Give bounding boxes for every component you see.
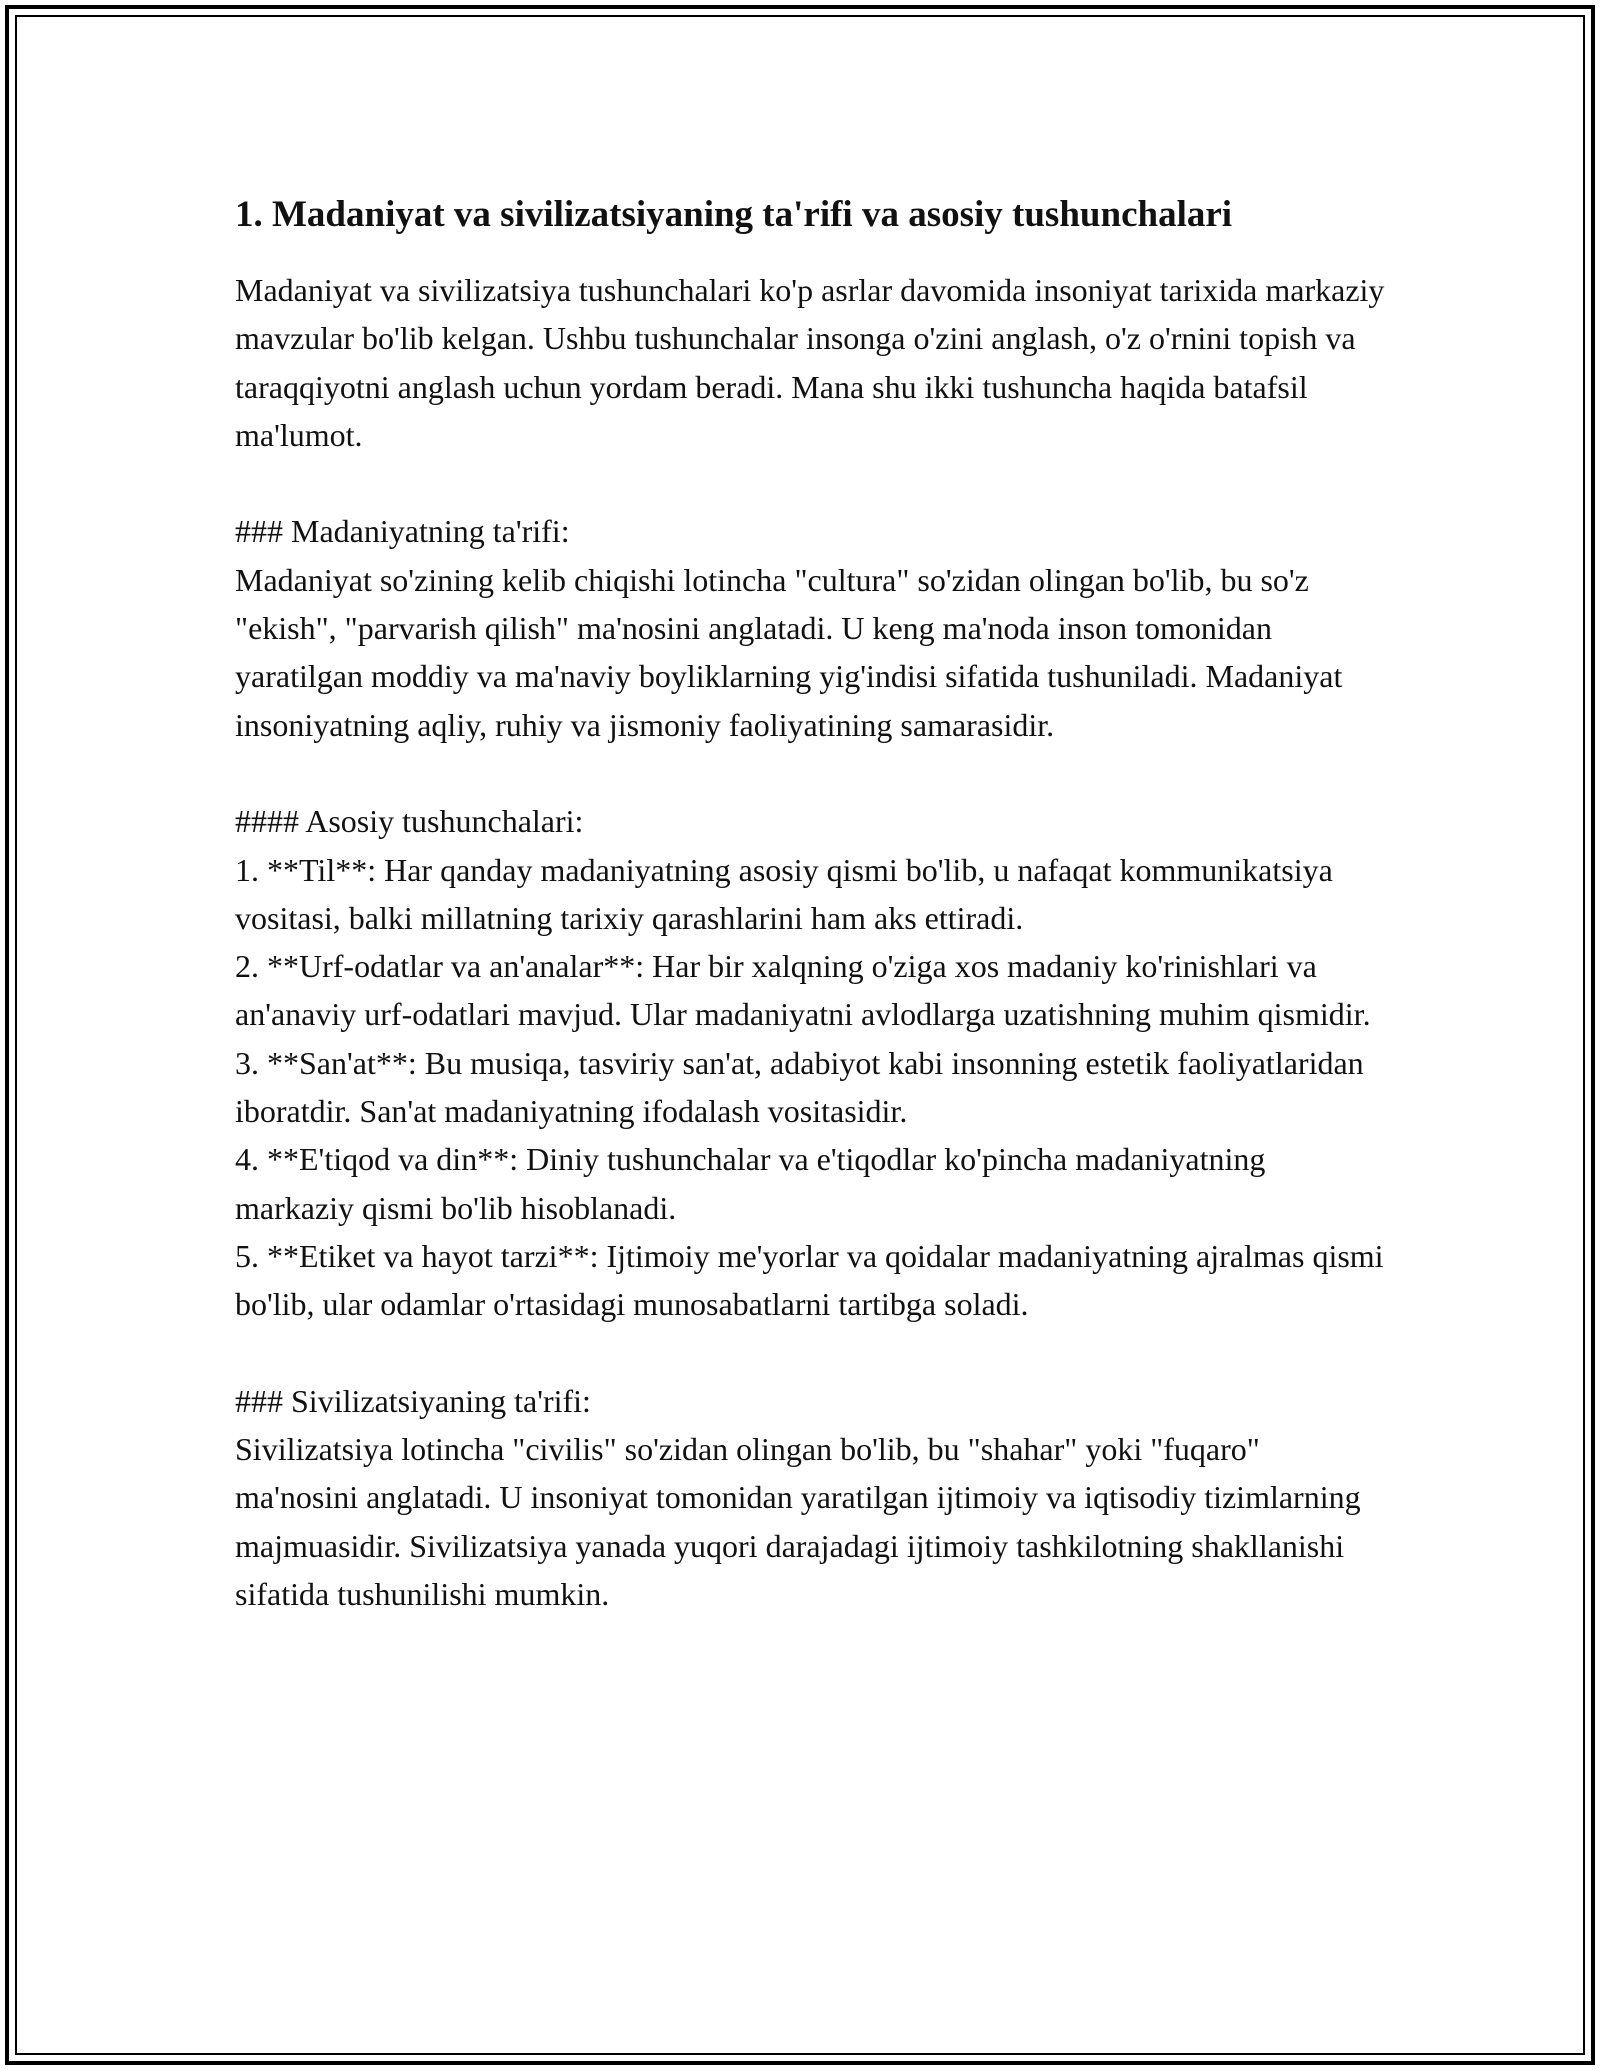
- paragraph-spacer: [235, 459, 1385, 507]
- paragraph-spacer: [235, 1329, 1385, 1377]
- concept-item-art: 3. **San'at**: Bu musiqa, tasviriy san'at, adabiyot kabi insonning estetik faoliyatlaridan iboratdir. San'at madaniyatning ifodalash vositasidir.: [235, 1044, 1364, 1130]
- civilization-definition-paragraph: Sivilizatsiya lotincha "civilis" so'zidan olingan bo'lib, bu "shahar" yoki "fuqaro" ma'nosini anglatadi. U insoniyat tomonidan yaratilgan ijtimoiy va iqtisodiy tizimlarning majmuasidir. Sivilizatsiya yanada yuqori darajadagi ijtimoiy tashkilotning shakllanishi sifatida tushunilishi mumkin.: [235, 1431, 1361, 1613]
- paragraph-spacer: [235, 749, 1385, 797]
- document-title: 1. Madaniyat va sivilizatsiyaning ta'rifi va asosiy tushunchalari: [235, 194, 1233, 235]
- document-body: [235, 190, 1385, 1618]
- concepts-heading: #### Asosiy tushunchalari:: [235, 803, 584, 840]
- culture-definition-paragraph: Madaniyat so'zining kelib chiqishi lotincha "cultura" so'zidan olingan bo'lib, bu so'z "ekish", "parvarish qilish" ma'nosini anglatadi. U keng ma'noda inson tomonidan yaratilgan moddiy va ma'naviy boyliklarning yig'indisi sifatida tushuniladi. Madaniyat insoniyatning aqliy, ruhiy va jismoniy faoliyatining samarasidir.: [235, 561, 1343, 743]
- civilization-heading: ### Sivilizatsiyaning ta'rifi:: [235, 1382, 591, 1419]
- concept-item-religion: 4. **E'tiqod va din**: Diniy tushunchalar va e'tiqodlar ko'pincha madaniyatning markaziy qismi bo'lib hisoblanadi.: [235, 1141, 1266, 1226]
- concept-item-language: 1. **Til**: Har qanday madaniyatning asosiy qismi bo'lib, u nafaqat kommunikatsiya vositasi, balki millatning tarixiy qarashlarini ham aks ettiradi.: [235, 851, 1333, 936]
- concept-item-etiquette: 5. **Etiket va hayot tarzi**: Ijtimoiy me'yorlar va qoidalar madaniyatning ajralmas qismi bo'lib, ular odamlar o'rtasidagi munosabatlarni tartibga soladi.: [235, 1237, 1384, 1323]
- intro-paragraph: Madaniyat va sivilizatsiya tushunchalari ko'p asrlar davomida insoniyat tarixida markaziy mavzular bo'lib kelgan. Ushbu tushunchalar insonga o'zini anglash, o'z o'rnini topish va taraqqiyotni anglash uchun yordam beradi. Mana shu ikki tushuncha haqida batafsil ma'lumot.: [235, 272, 1385, 453]
- culture-heading: ### Madaniyatning ta'rifi:: [235, 513, 570, 550]
- concept-item-customs: 2. **Urf-odatlar va an'analar**: Har bir xalqning o'ziga xos madaniy ko'rinishlari va an'anaviy urf-odatlari mavjud. Ular madaniyatni avlodlarga uzatishning muhim qismidir.: [235, 948, 1371, 1033]
